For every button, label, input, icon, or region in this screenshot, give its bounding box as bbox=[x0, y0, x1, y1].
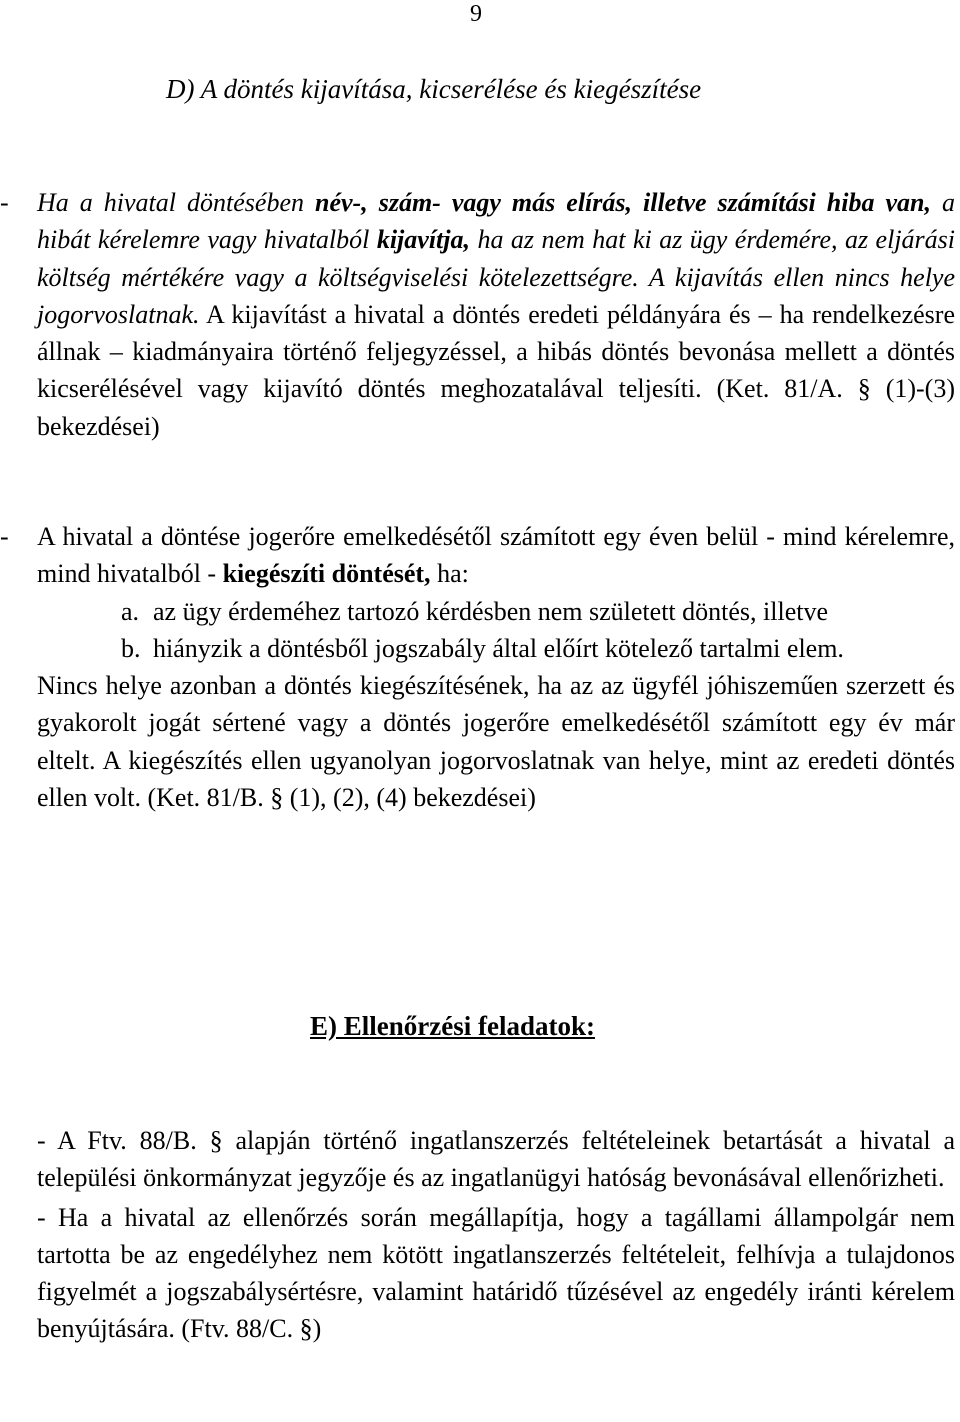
text: ha: bbox=[430, 559, 469, 589]
list-marker: b. bbox=[121, 633, 141, 663]
text: ha az nem hat ki az ügy érdemére, az eljárási költség mértékére vagy a költségviselési kötelezettségre. A kijavítás ellen nincs helye jogorvoslatnak. bbox=[37, 225, 956, 329]
list-item bbox=[37, 630, 955, 667]
text: a hibát kérelemre vagy hivatalból bbox=[37, 188, 956, 255]
section-e-title: E) Ellenőrzési feladatok: bbox=[310, 1011, 595, 1041]
page-number: 9 bbox=[470, 1, 482, 27]
emphasis: kijavítja, bbox=[376, 225, 470, 255]
section-d-title: D) A döntés kijavítása, kicserélése és kiegészítése bbox=[166, 74, 702, 104]
dash: - bbox=[0, 522, 9, 551]
dash: - bbox=[0, 188, 9, 217]
section-d-paragraph-1 bbox=[0, 184, 956, 445]
text: A kijavítást a hivatal a döntés eredeti példányára és – ha rendelkezésre állnak – kiadmányaira történő feljegyzéssel, a hibás döntés bevonása mellett a döntés kicserélésével vagy kijavító döntés meghozatalával teljesíti. (Ket. 81/A. § (1)-(3) bekezdései) bbox=[37, 299, 955, 441]
emphasis: kiegészíti döntését, bbox=[222, 559, 431, 589]
list-text: hiányzik a döntésből jogszabály által előírt kötelező tartalmi elem. bbox=[153, 633, 844, 663]
emphasis: név-, szám- vagy más elírás, illetve számítási hiba van, bbox=[315, 188, 931, 217]
list-marker: a. bbox=[121, 596, 140, 626]
text: Ha a hivatal döntésében bbox=[37, 188, 315, 217]
text: A hivatal a döntése jogerőre emelkedésétől számított egy éven belül - mind kérelemre, mind hivatalból - bbox=[37, 522, 955, 589]
list-item bbox=[37, 593, 955, 630]
section-d-paragraph-2 bbox=[0, 518, 955, 816]
section-e-paragraph-1: - A Ftv. 88/B. § alapján történő ingatlanszerzés feltételeinek betartását a hivatal a települési önkormányzat jegyzője és az ingatlanügyi hatóság bevonásával ellenőrizheti. bbox=[37, 1126, 955, 1193]
list-text: az ügy érdeméhez tartozó kérdésben nem született döntés, illetve bbox=[153, 596, 828, 626]
section-e-body bbox=[37, 1122, 955, 1348]
section-d-paragraph-3: Nincs helye azonban a döntés kiegészítésének, ha az az ügyfél jóhiszeműen szerzett és gyakorolt jogát sértené vagy a döntés jogerőre emelkedésétől számított egy év már eltelt. A kiegészítés ellen ugyanolyan jogorvoslatnak van helye, mint az eredeti döntés ellen volt. (Ket. 81/B. § (1), (2), (4) bekezdései) bbox=[37, 671, 955, 813]
section-e-paragraph-2: - Ha a hivatal az ellenőrzés során megállapítja, hogy a tagállami állampolgár nem tartotta be az engedélyhez nem kötött ingatlanszerzés feltételeit, felhívja a tulajdonos figyelmét a jogszabálysértésre, valamint határidő tűzésével az engedély iránti kérelem benyújtására. (Ftv. 88/C. §) bbox=[37, 1202, 955, 1344]
